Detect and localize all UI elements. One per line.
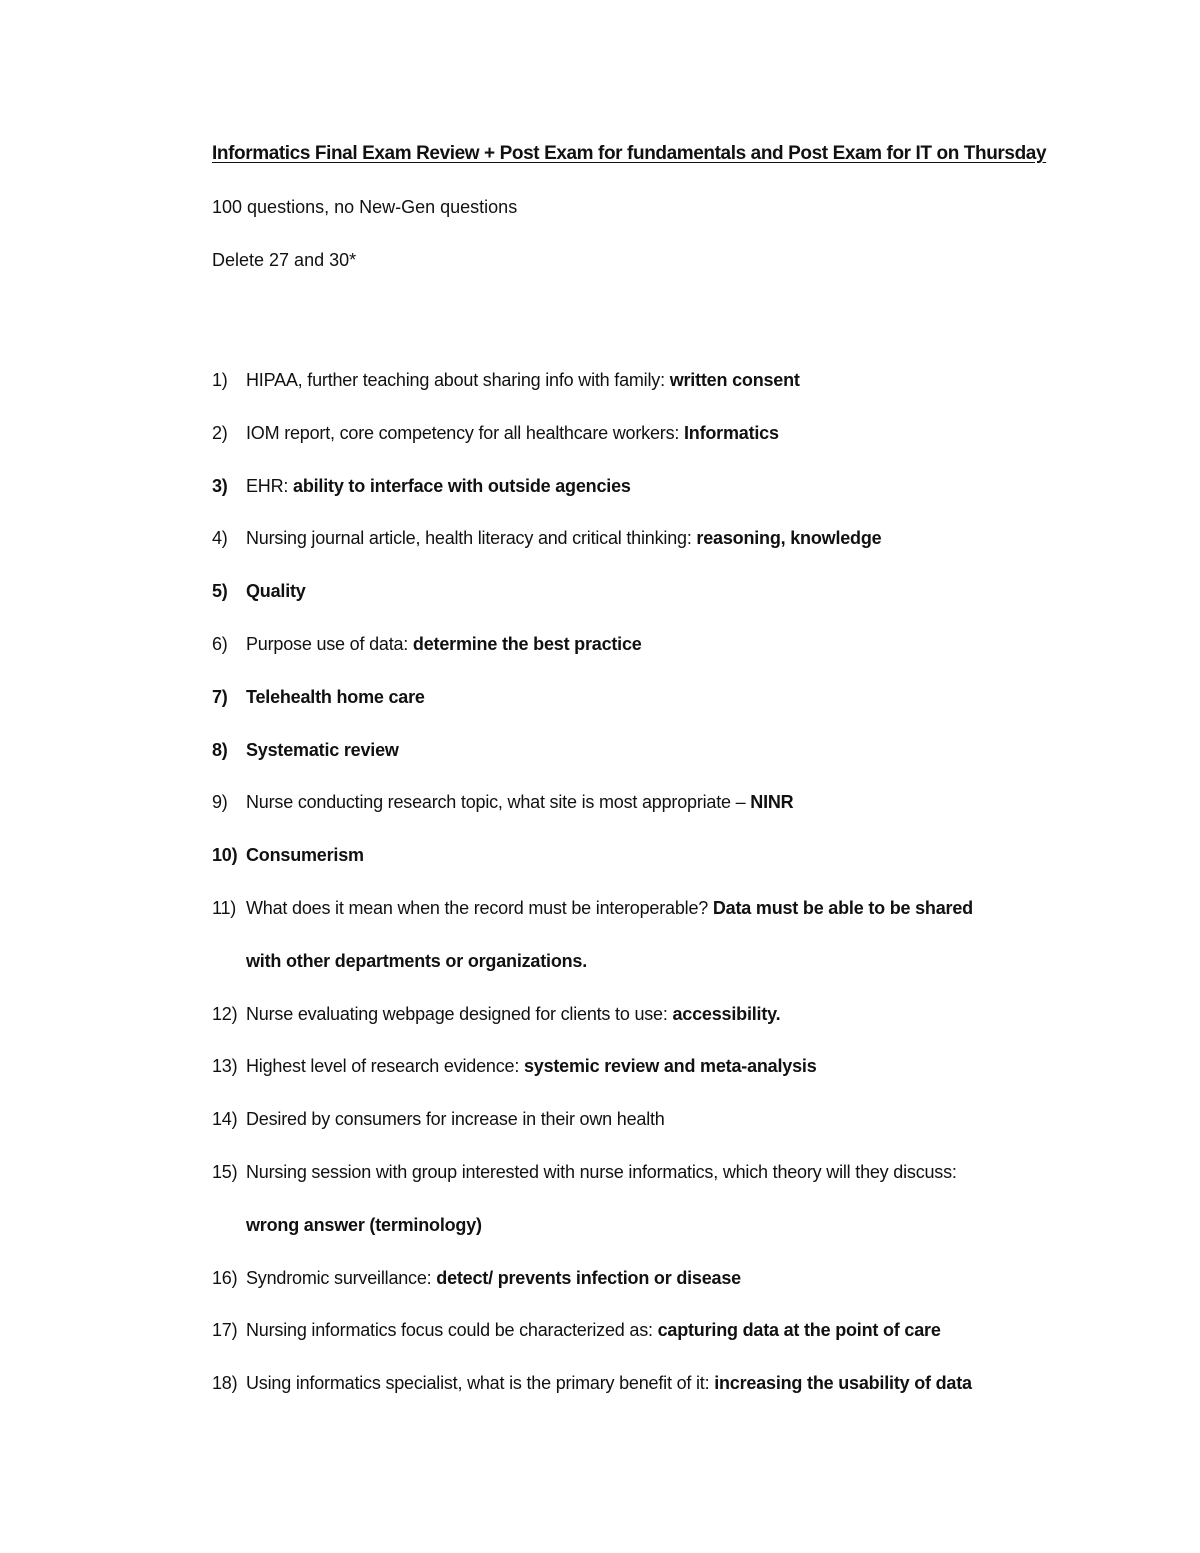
question-text: Nursing informatics focus could be characterized as:	[246, 1320, 658, 1341]
question-answer-continuation: with other departments or organizations.	[246, 950, 588, 971]
question-number: 1)	[212, 370, 228, 390]
question-answer: Informatics	[683, 422, 779, 443]
question-item	[212, 1252, 1112, 1305]
question-text: Nursing session with group interested with nurse informatics, which theory will they discuss:	[246, 1161, 957, 1182]
question-number: 14)	[212, 1109, 238, 1130]
question-number: 4)	[212, 528, 228, 549]
question-number: 3)	[212, 475, 228, 496]
question-number: 16)	[212, 1267, 238, 1288]
question-text: Using informatics specialist, what is the primary benefit of it:	[246, 1373, 715, 1394]
question-item	[212, 776, 1112, 829]
question-item	[212, 724, 1112, 777]
question-item	[212, 1146, 1112, 1199]
question-item	[212, 512, 1112, 565]
question-item	[212, 565, 1112, 618]
question-number: 11)	[212, 897, 237, 918]
question-answer: accessibility.	[672, 1003, 781, 1024]
question-answer: Telehealth home care	[246, 686, 425, 707]
question-item	[212, 829, 1112, 882]
question-answer: NINR	[750, 792, 794, 813]
question-item	[212, 882, 1112, 935]
question-number: 10)	[212, 845, 238, 866]
question-item	[212, 460, 1112, 513]
question-answer-continuation: wrong answer (terminology)	[246, 1214, 482, 1235]
question-number: 9)	[212, 792, 228, 813]
document-title: Informatics Final Exam Review + Post Exam for fundamentals and Post Exam for IT on Thursday	[212, 143, 1047, 164]
question-text: Syndromic surveillance:	[246, 1267, 437, 1288]
question-text: Nursing journal article, health literacy and critical thinking:	[246, 528, 697, 549]
question-answer: Quality	[246, 581, 306, 602]
question-text: Nurse conducting research topic, what site is most appropriate –	[246, 792, 751, 813]
question-answer: Consumerism	[246, 845, 364, 866]
question-item	[212, 618, 1112, 671]
question-number: 12)	[212, 1003, 238, 1024]
question-item	[212, 354, 1112, 407]
question-answer: systemic review and meta-analysis	[523, 1056, 817, 1077]
question-answer: written consent	[669, 370, 800, 390]
question-item	[212, 1040, 1112, 1093]
question-item	[212, 988, 1112, 1041]
question-number: 6)	[212, 633, 228, 654]
question-item	[212, 1093, 1112, 1146]
question-item	[212, 1304, 1112, 1357]
question-item	[212, 671, 1112, 724]
question-number: 13)	[212, 1056, 238, 1077]
question-item	[212, 1357, 1112, 1410]
question-answer: increasing the usability of data	[714, 1373, 972, 1394]
question-answer: Systematic review	[246, 739, 399, 760]
question-number: 8)	[212, 739, 228, 760]
question-text: What does it mean when the record must be interoperable?	[246, 897, 713, 918]
question-text: HIPAA, further teaching about sharing info with family:	[246, 370, 670, 390]
question-number: 2)	[212, 422, 228, 443]
question-item	[212, 407, 1112, 460]
question-text: Highest level of research evidence:	[246, 1056, 524, 1077]
question-number: 5)	[212, 581, 228, 602]
question-answer: determine the best practice	[412, 633, 642, 654]
question-text: Nurse evaluating webpage designed for clients to use:	[246, 1003, 673, 1024]
question-text: Purpose use of data:	[246, 633, 413, 654]
question-number: 17)	[212, 1320, 238, 1341]
question-answer: Data must be able to be shared	[712, 897, 973, 918]
question-text: EHR:	[246, 475, 294, 496]
question-count-note: 100 questions, no New-Gen questions	[212, 197, 518, 217]
question-number: 15)	[212, 1161, 238, 1182]
question-text: Desired by consumers for increase in their own health	[246, 1109, 665, 1130]
deleted-questions-note: Delete 27 and 30*	[212, 250, 357, 270]
question-number: 18)	[212, 1373, 238, 1394]
question-number: 7)	[212, 686, 228, 707]
question-text: IOM report, core competency for all healthcare workers:	[246, 422, 684, 443]
question-answer: detect/ prevents infection or disease	[436, 1267, 741, 1288]
question-answer: capturing data at the point of care	[657, 1320, 941, 1341]
question-answer: ability to interface with outside agencies	[293, 475, 631, 496]
question-answer: reasoning, knowledge	[696, 528, 882, 549]
question-list	[212, 354, 1112, 1410]
